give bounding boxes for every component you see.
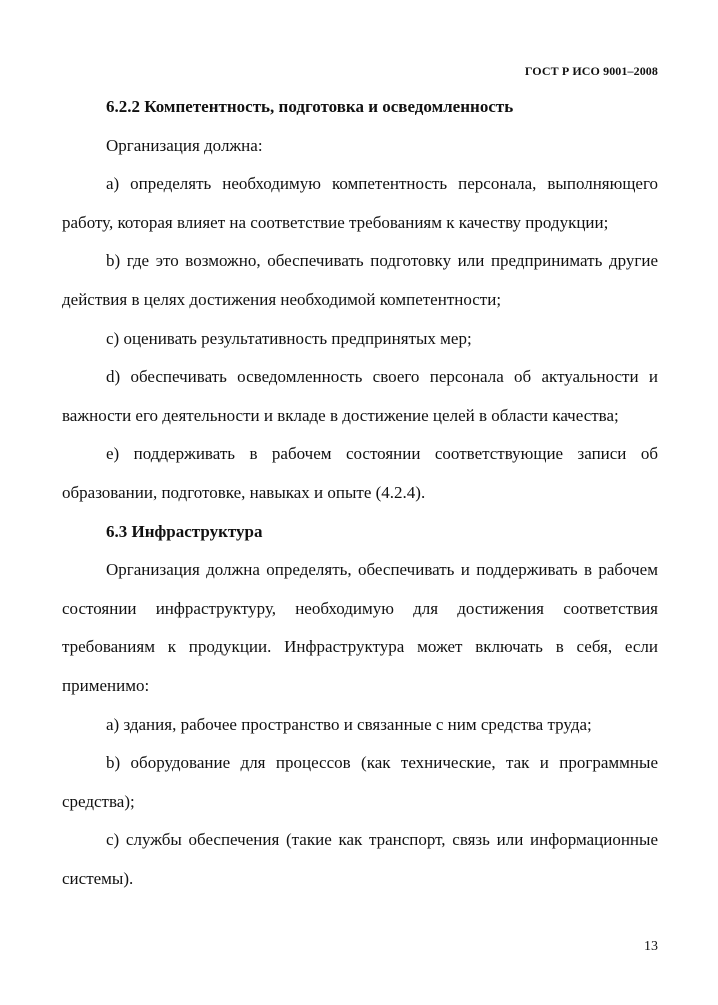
list-item-a: а) здания, рабочее пространство и связанные с ним средства труда; [106,714,592,734]
section-heading-6-3: 6.3 Инфраструктура [106,521,263,541]
list-item-e: e) поддерживать в рабочем состоянии соответствующие записи об образовании, подготовке, навыках и опыте (4.2.4). [62,444,658,502]
list-item-d: d) обеспечивать осведомленность своего персонала об актуальности и важности его деятельности и вкладе в достижение целей в области качества; [62,367,658,425]
list-item-c: c) службы обеспечения (такие как транспорт, связь или информационные системы). [62,830,658,888]
list-item-a: а) определять необходимую компетентность персонала, выполняющего работу, которая влияет на соответствие требованиям к качеству продукции; [62,174,658,232]
section-intro: Организация должна: [106,135,263,155]
list-item-c: c) оценивать результативность предпринятых мер; [106,328,472,348]
list-item-b: b) оборудование для процессов (как технические, так и программные средства); [62,753,658,811]
section-intro: Организация должна определять, обеспечивать и поддерживать в рабочем состоянии инфраструктуру, необходимую для достижения соответствия требованиям к продукции. Инфраструктура может включать в себя, если применимо: [62,560,658,695]
page-body [62,88,658,898]
section-heading-6-2-2: 6.2.2 Компетентность, подготовка и осведомленность [106,97,514,116]
list-item-b: b) где это возможно, обеспечивать подготовку или предпринимать другие действия в целях достижения необходимой компетентности; [62,251,658,309]
page-number: 13 [644,939,658,954]
document-header: ГОСТ Р ИСО 9001–2008 [524,64,658,78]
